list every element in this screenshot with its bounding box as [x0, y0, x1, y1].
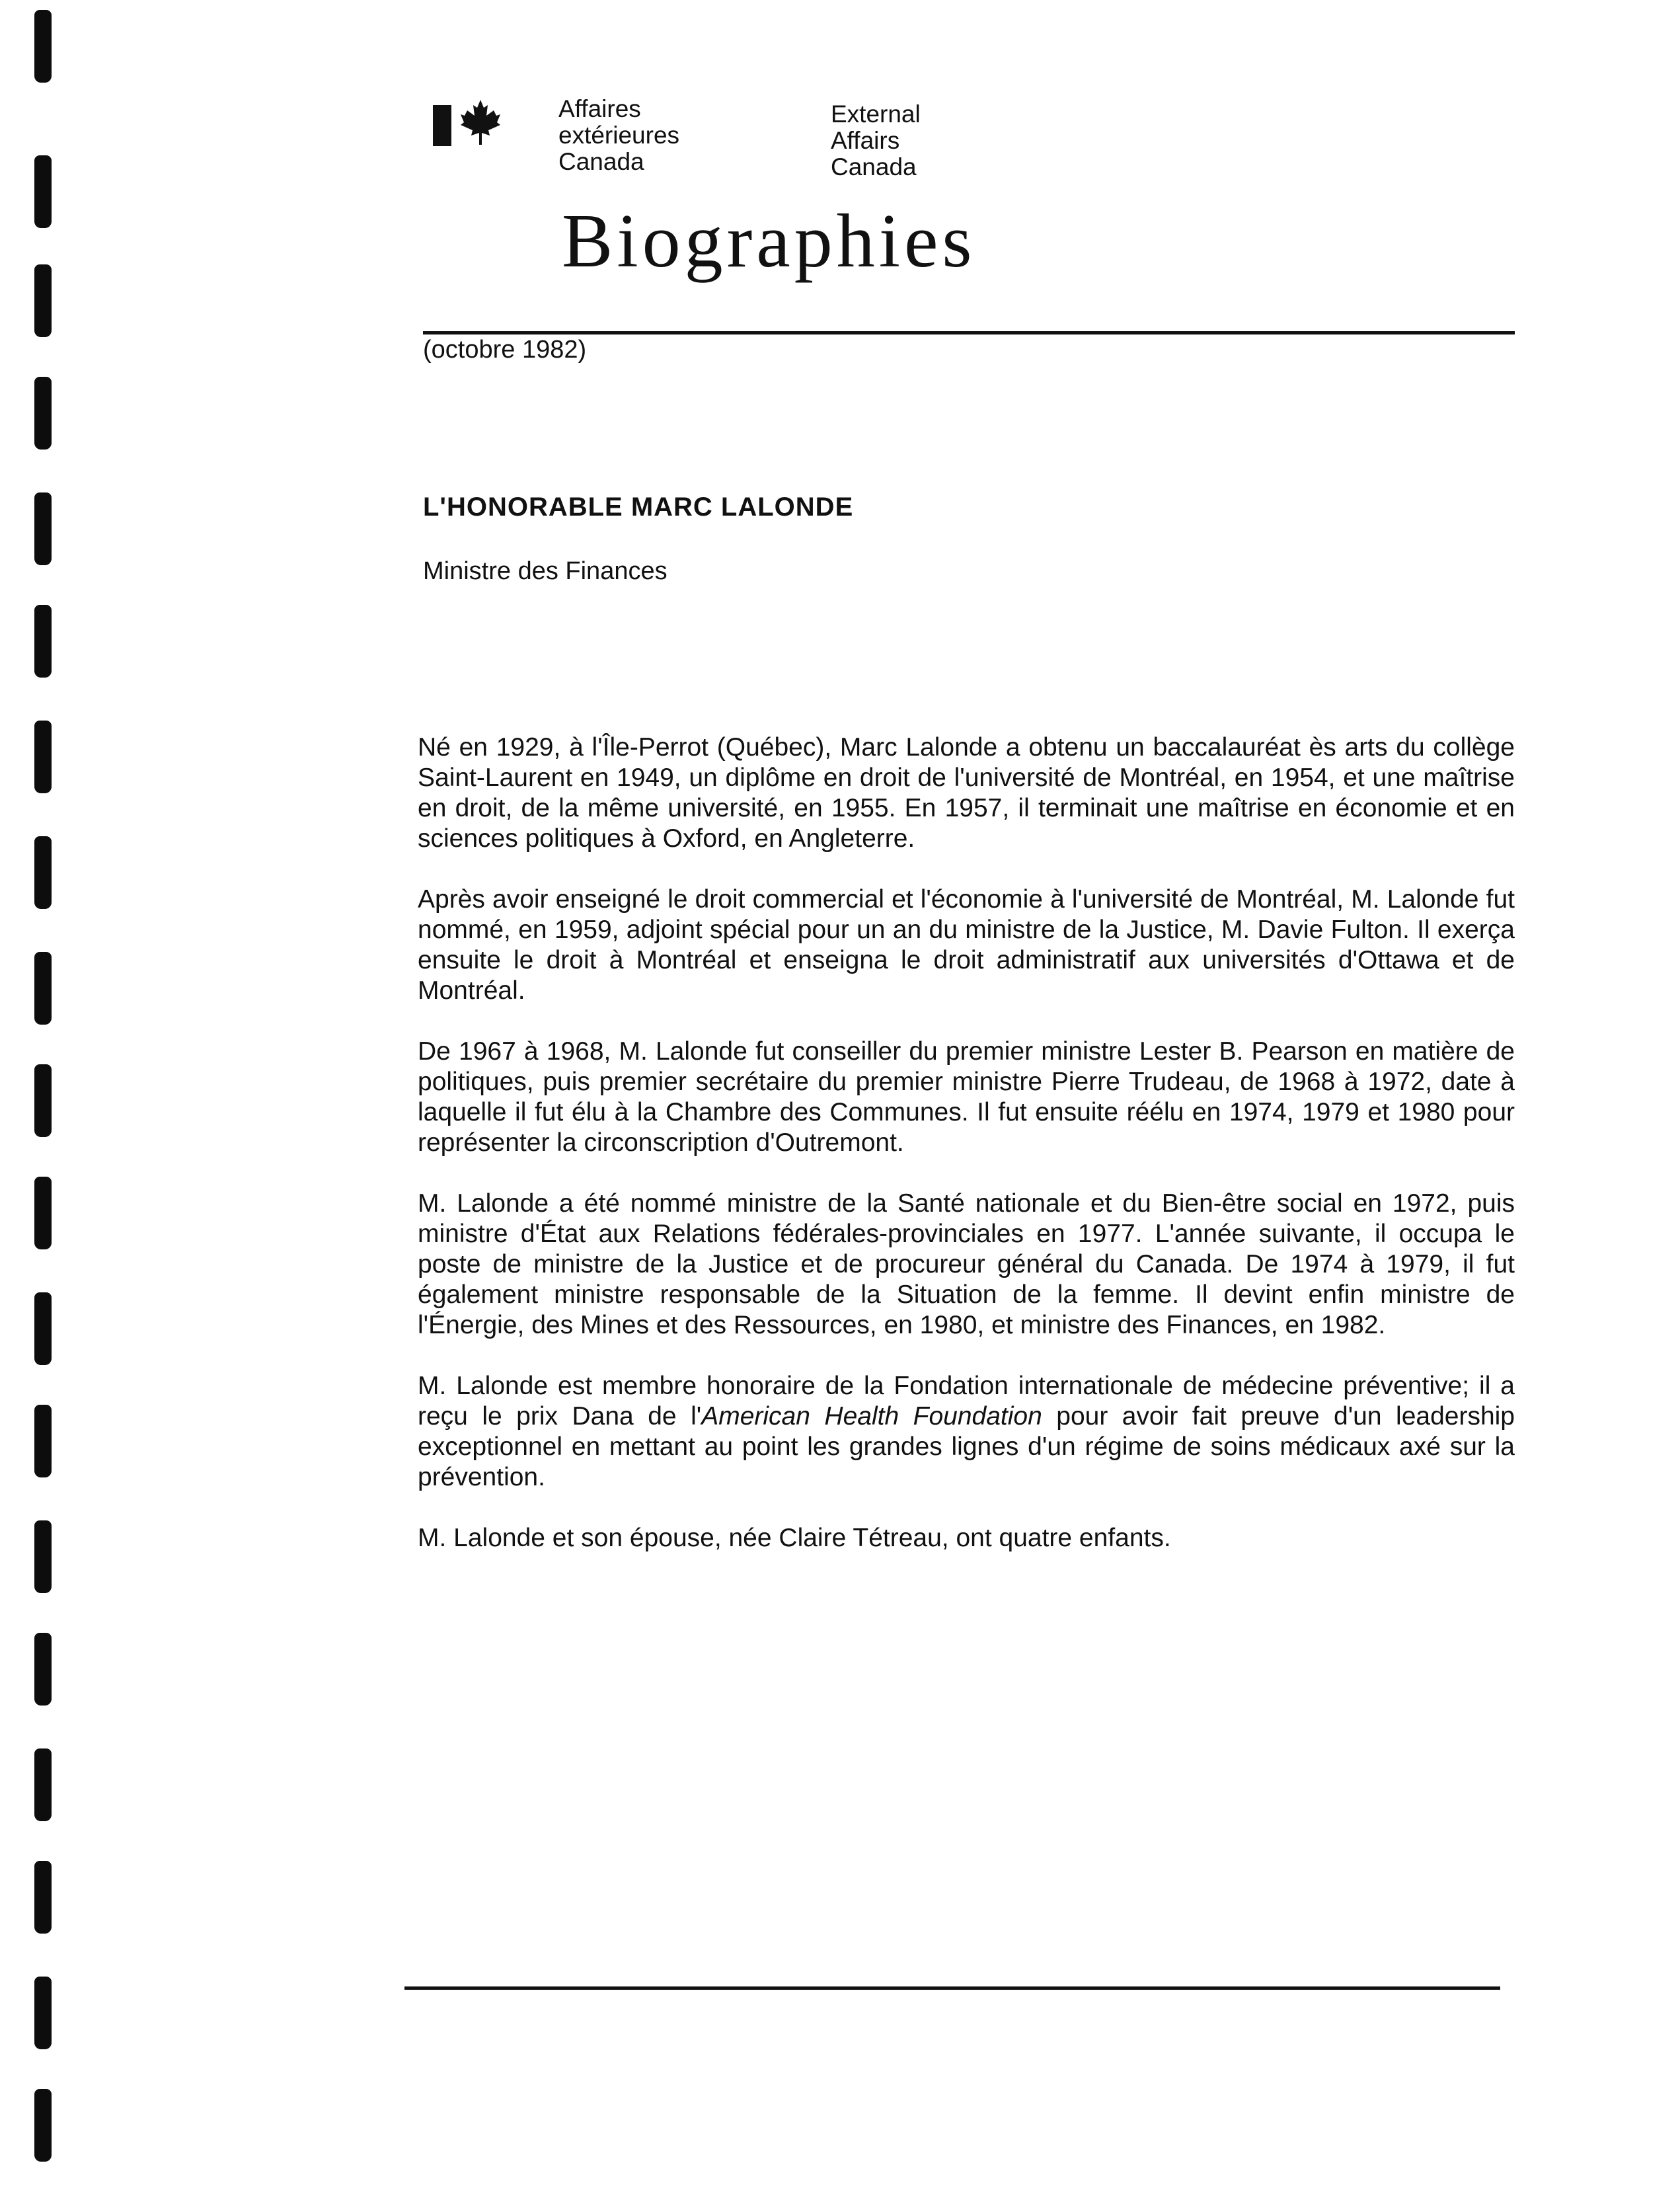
binding-hole — [34, 1405, 52, 1477]
title-divider — [423, 331, 1515, 334]
paragraph: Après avoir enseigné le droit commercial et l'économie à l'université de Montréal, M. Lalonde fut nommé, en 1959, adjoint spécial pour un an du ministre de la Justice, M. Davie Fulton. Il exerça ensuite le droit à Montréal et enseigna le droit administratif aux universités d'Ottawa et de Montréal. — [418, 885, 1515, 1005]
footer-divider — [404, 1986, 1500, 1990]
paragraph: M. Lalonde a été nommé ministre de la Santé nationale et du Bien-être social en 1972, puis ministre d'État aux Relations fédérales-provinciales en 1977. L'année suivante, il occupa le poste de ministre de la Justice et de procureur général du Canada. De 1974 à 1979, il fut également ministre responsable de la Situation de la femme. Il devint enfin ministre de l'Énergie, des Mines et des Ressources, en 1980, et ministre des Finances, en 1982. — [418, 1189, 1515, 1339]
binding-hole — [34, 1520, 52, 1593]
binding-hole — [34, 1861, 52, 1934]
department-fr-line2: Canada — [558, 148, 644, 175]
binding-hole — [34, 10, 52, 83]
binding-hole — [34, 836, 52, 909]
document-title: Biographies — [562, 199, 976, 284]
canada-flag-wordmark-icon — [433, 98, 504, 149]
paragraph: Né en 1929, à l'Île-Perrot (Québec), Marc Lalonde a obtenu un baccalauréat ès arts du collège Saint-Laurent en 1949, un diplôme en droit de l'université de Montréal, en 1954, et une maîtrise en droit, de la même université, en 1955. En 1957, il terminait une maîtrise en économie et en sciences politiques à Oxford, en Angleterre. — [418, 733, 1515, 853]
biography-body — [418, 732, 1515, 1584]
department-fr-line1: Affaires extérieures — [558, 95, 680, 149]
department-en-line2: Canada — [831, 153, 917, 180]
subject-role: Ministre des Finances — [423, 557, 668, 585]
paragraph: De 1967 à 1968, M. Lalonde fut conseiller du premier ministre Lester B. Pearson en matière de politiques, puis premier secrétaire du premier ministre Pierre Trudeau, de 1968 à 1972, date à laquelle il fut élu à la Chambre des Communes. Il fut ensuite réélu en 1974, 1979 et 1980 pour représenter la circonscription d'Outremont. — [418, 1037, 1515, 1157]
binding-hole — [34, 2089, 52, 2162]
paragraph: M. Lalonde et son épouse, née Claire Tétreau, ont quatre enfants. — [418, 1524, 1171, 1552]
paragraph — [418, 1371, 1515, 1493]
binding-hole — [34, 377, 52, 450]
binding-hole — [34, 1064, 52, 1137]
binding-hole — [34, 1177, 52, 1249]
binding-hole — [34, 605, 52, 678]
binding-hole — [34, 155, 52, 228]
binding-hole — [34, 1292, 52, 1365]
department-en-line1: External Affairs — [831, 100, 921, 154]
binding-hole — [34, 264, 52, 337]
paragraph-text: pour avoir fait preuve d'un leadership exceptionnel en mettant au point les grandes lignes d'un régime de soins médicaux axé sur la prévention. — [418, 1402, 1515, 1491]
subject-name: L'HONORABLE MARC LALONDE — [423, 492, 854, 522]
flag-bar — [433, 105, 451, 146]
document-date: (octobre 1982) — [423, 336, 587, 364]
binding-hole — [34, 721, 52, 793]
binding-hole — [34, 952, 52, 1025]
paragraph-text: M. Lalonde est membre honoraire de la Fondation internationale de médecine préventive; il a reçu le prix Dana de l' — [418, 1372, 1515, 1431]
department-name-en — [831, 101, 921, 180]
italic-organization-name: American Health Foundation — [701, 1402, 1042, 1431]
binding-hole — [34, 1748, 52, 1821]
department-name-fr — [558, 96, 679, 175]
binding-hole — [34, 1633, 52, 1706]
maple-leaf-icon — [459, 98, 502, 146]
binding-hole — [34, 492, 52, 565]
binding-hole — [34, 1977, 52, 2049]
